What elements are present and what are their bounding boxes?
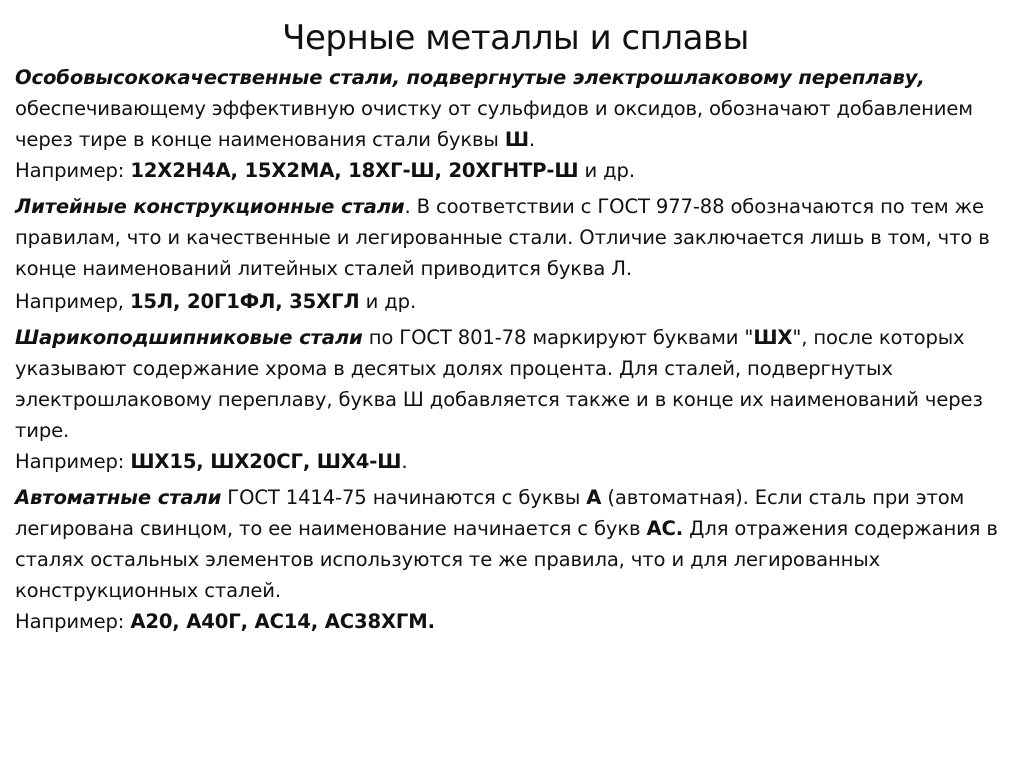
example-grades: ШХ15, ШХ20СГ, ШХ4-Ш [130, 450, 402, 473]
example-prefix: Например: [15, 610, 131, 633]
example-prefix: Например: [15, 159, 131, 182]
paragraph-text: Для отражения содержания в сталях остальных элементов используются те же правила, что и для легированных конструкционных сталей. [15, 517, 998, 602]
paragraph-text: ", после которых указывают содержание хрома в десятых долях процента. Для сталей, подвергнутых электрошлаковому переплаву, буква Ш добавляется также и в конце их наименований через тире. [15, 326, 983, 442]
paragraph-bearing-steels [15, 322, 1016, 477]
marking-letters: АС. [646, 517, 684, 540]
term-free-cutting-steels: Автоматные стали [15, 486, 222, 509]
paragraph-text: . В соответствии с ГОСТ 977-88 обозначаются по тем же правилам, что и качественные и легированные стали. Отличие заключается лишь в том, что в конце наименований литейных сталей приводится буква Л. [15, 195, 990, 280]
example-prefix: Например: [15, 450, 131, 473]
term-cast-steels: Литейные конструкционные стали [15, 195, 405, 218]
term-bearing-steels: Шарикоподшипниковые стали [15, 326, 363, 349]
marking-letters: ШХ [753, 326, 793, 349]
example-grades: А20, А40Г, АС14, АС38ХГМ. [130, 610, 435, 633]
example-suffix: . [401, 450, 408, 473]
term-electroslag-steels: Особовысококачественные стали, подвергнутые электрошлаковому переплаву, [15, 66, 925, 89]
paragraph-text: (автоматная). Если сталь при этом легирована свинцом, то ее наименование начинается с букв [15, 486, 965, 540]
paragraph-text: обеспечивающему эффективную очистку от сульфидов и оксидов, обозначают добавлением через тире в конце наименования стали буквы [15, 97, 973, 151]
example-suffix: и др. [578, 159, 635, 182]
paragraph-cast-steels-example [15, 286, 1016, 317]
paragraph-free-cutting-steels [15, 482, 1016, 637]
marking-letter: Ш [504, 128, 529, 151]
slide-body [15, 62, 1016, 637]
paragraph-text: ГОСТ 1414-75 начинаются с буквы [221, 486, 587, 509]
paragraph-cast-steels [15, 191, 1016, 284]
paragraph-electroslag-steels [15, 62, 1016, 186]
example-prefix: Например, [15, 290, 130, 313]
paragraph-text: по ГОСТ 801-78 маркируют буквами " [362, 326, 754, 349]
paragraph-text: . [528, 128, 535, 151]
example-grades: 15Л, 20Г1ФЛ, 35ХГЛ [129, 290, 360, 313]
slide-title: Черные металлы и сплавы [282, 18, 749, 58]
example-suffix: и др. [359, 290, 417, 313]
marking-letter: А [586, 486, 602, 509]
example-grades: 12Х2Н4А, 15Х2МА, 18ХГ-Ш, 20ХГНТР-Ш [130, 159, 579, 182]
